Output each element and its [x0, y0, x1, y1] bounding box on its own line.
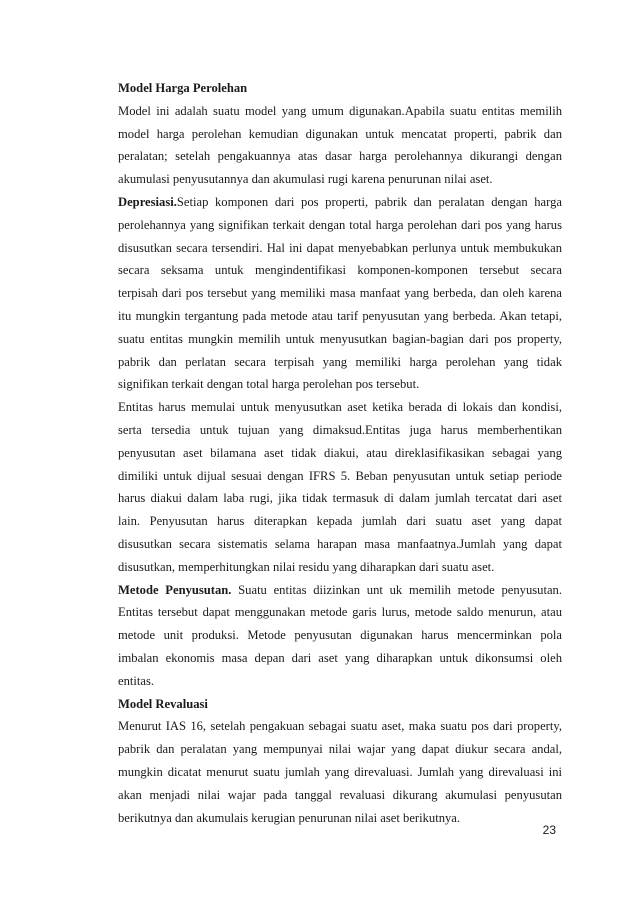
text-line — [118, 579, 562, 602]
text-line: pabrik dan perlatan secara terpisah yang memiliki harga perolehan yang tidak — [118, 354, 562, 369]
heading-model-harga-perolehan: Model Harga Perolehan — [118, 81, 248, 95]
paragraph-metode-penyusutan — [118, 579, 562, 693]
text-line: itu mungkin tergantung pada metode atau tarif penyusutan yang berbeda. Akan tetapi, — [118, 308, 562, 323]
text-line: harus diakui dalam laba rugi, jika tidak termasuk di dalam jumlah tercatat dari aset — [118, 491, 562, 506]
text-line: berikutnya dan akumulais kerugian penurunan nilai aset berikutnya. — [118, 810, 461, 825]
text-line: metode unit produksi. Metode penyusutan digunakan harus mencerminkan pola — [118, 628, 562, 643]
text-run: Setiap komponen dari pos properti, pabrik dan peralatan dengan harga — [176, 194, 562, 209]
text-line: pabrik dan peralatan yang mempunyai nilai wajar yang dapat diukur secara andal, — [118, 742, 562, 757]
text-line: disusutkan secara sistematis selama harapan masa manfaatnya.Jumlah yang dapat — [118, 536, 562, 551]
text-line: model harga perolehan kemudian digunakan untuk mencatat properti, pabrik dan — [118, 126, 562, 141]
text-line: terpisah dari pos tersebut yang memiliki masa manfaat yang berbeda, dan oleh karena — [118, 286, 562, 301]
text-line: Model ini adalah suatu model yang umum digunakan.Apabila suatu entitas memilih — [118, 103, 562, 118]
text-line: Entitas tersebut dapat menggunakan metode garis lurus, metode saldo menurun, atau — [118, 605, 562, 620]
text-line: akan menjadi nilai wajar pada tanggal revaluasi dikurang akumulasi penyusutan — [118, 787, 562, 802]
text-line: disusutkan, memperhitungkan nilai residu yang diharapkan dari suatu aset. — [118, 559, 495, 574]
text-line: lain. Penyusutan harus diterapkan kepada jumlah dari suatu aset yang dapat — [118, 514, 562, 529]
text-line — [118, 191, 562, 214]
paragraph-entitas — [118, 396, 562, 578]
text-line: secara seksama untuk mengindentifikasi komponen-komponen tersebut secara — [118, 263, 562, 278]
inline-heading-depresiasi: Depresiasi. — [118, 194, 177, 209]
page-body — [118, 77, 562, 829]
text-run: Suatu entitas diizinkan unt uk memilih metode penyusutan. — [231, 582, 562, 597]
text-line: peralatan; setelah pengakuannya atas dasar harga perolehannya dikurangi dengan — [118, 149, 562, 164]
paragraph-model-harga-perolehan — [118, 100, 562, 191]
text-line: penyusutan aset bilamana aset tidak diakui, atau direklasifikasikan sebagai yang — [118, 445, 562, 460]
text-line: entitas. — [118, 673, 155, 688]
text-line: mungkin dicatat menurut suatu jumlah yang direvaluasi. Jumlah yang direvaluasi ini — [118, 764, 562, 779]
text-line: dimiliki untuk dijual sesuai dengan IFRS 5. Beban penyusutan untuk setiap periode — [118, 468, 562, 483]
text-line: signifikan terkait dengan total harga perolehan pos tersebut. — [118, 377, 420, 392]
paragraph-depresiasi — [118, 191, 562, 396]
heading-model-revaluasi: Model Revaluasi — [118, 696, 208, 711]
text-line: disusutkan secara tersendiri. Hal ini dapat menyebabkan perlunya untuk membukukan — [118, 240, 562, 255]
text-line: suatu entitas mungkin memilih untuk menyusutkan bagian-bagian dari pos property, — [118, 331, 562, 346]
text-line: imbalan ekonomis masa depan dari aset yang diharapkan untuk dikonsumsi oleh — [118, 650, 562, 665]
text-line: Entitas harus memulai untuk menyusutkan aset ketika berada di lokais dan kondisi, — [118, 400, 562, 415]
inline-heading-metode-penyusutan: Metode Penyusutan. — [118, 582, 232, 597]
text-line: Menurut IAS 16, setelah pengakuan sebagai suatu aset, maka suatu pos dari property, — [118, 719, 562, 734]
text-line: serta tersedia untuk tujuan yang dimaksud.Entitas juga harus memberhentikan — [118, 422, 562, 437]
text-line: akumulasi penyusutannya dan akumulasi rugi karena penurunan nilai aset. — [118, 172, 493, 187]
paragraph-model-revaluasi — [118, 715, 562, 829]
page-number: 23 — [542, 823, 556, 837]
text-line: perolehannya yang signifikan terkait dengan total harga perolehan dari pos yang harus — [118, 217, 562, 232]
